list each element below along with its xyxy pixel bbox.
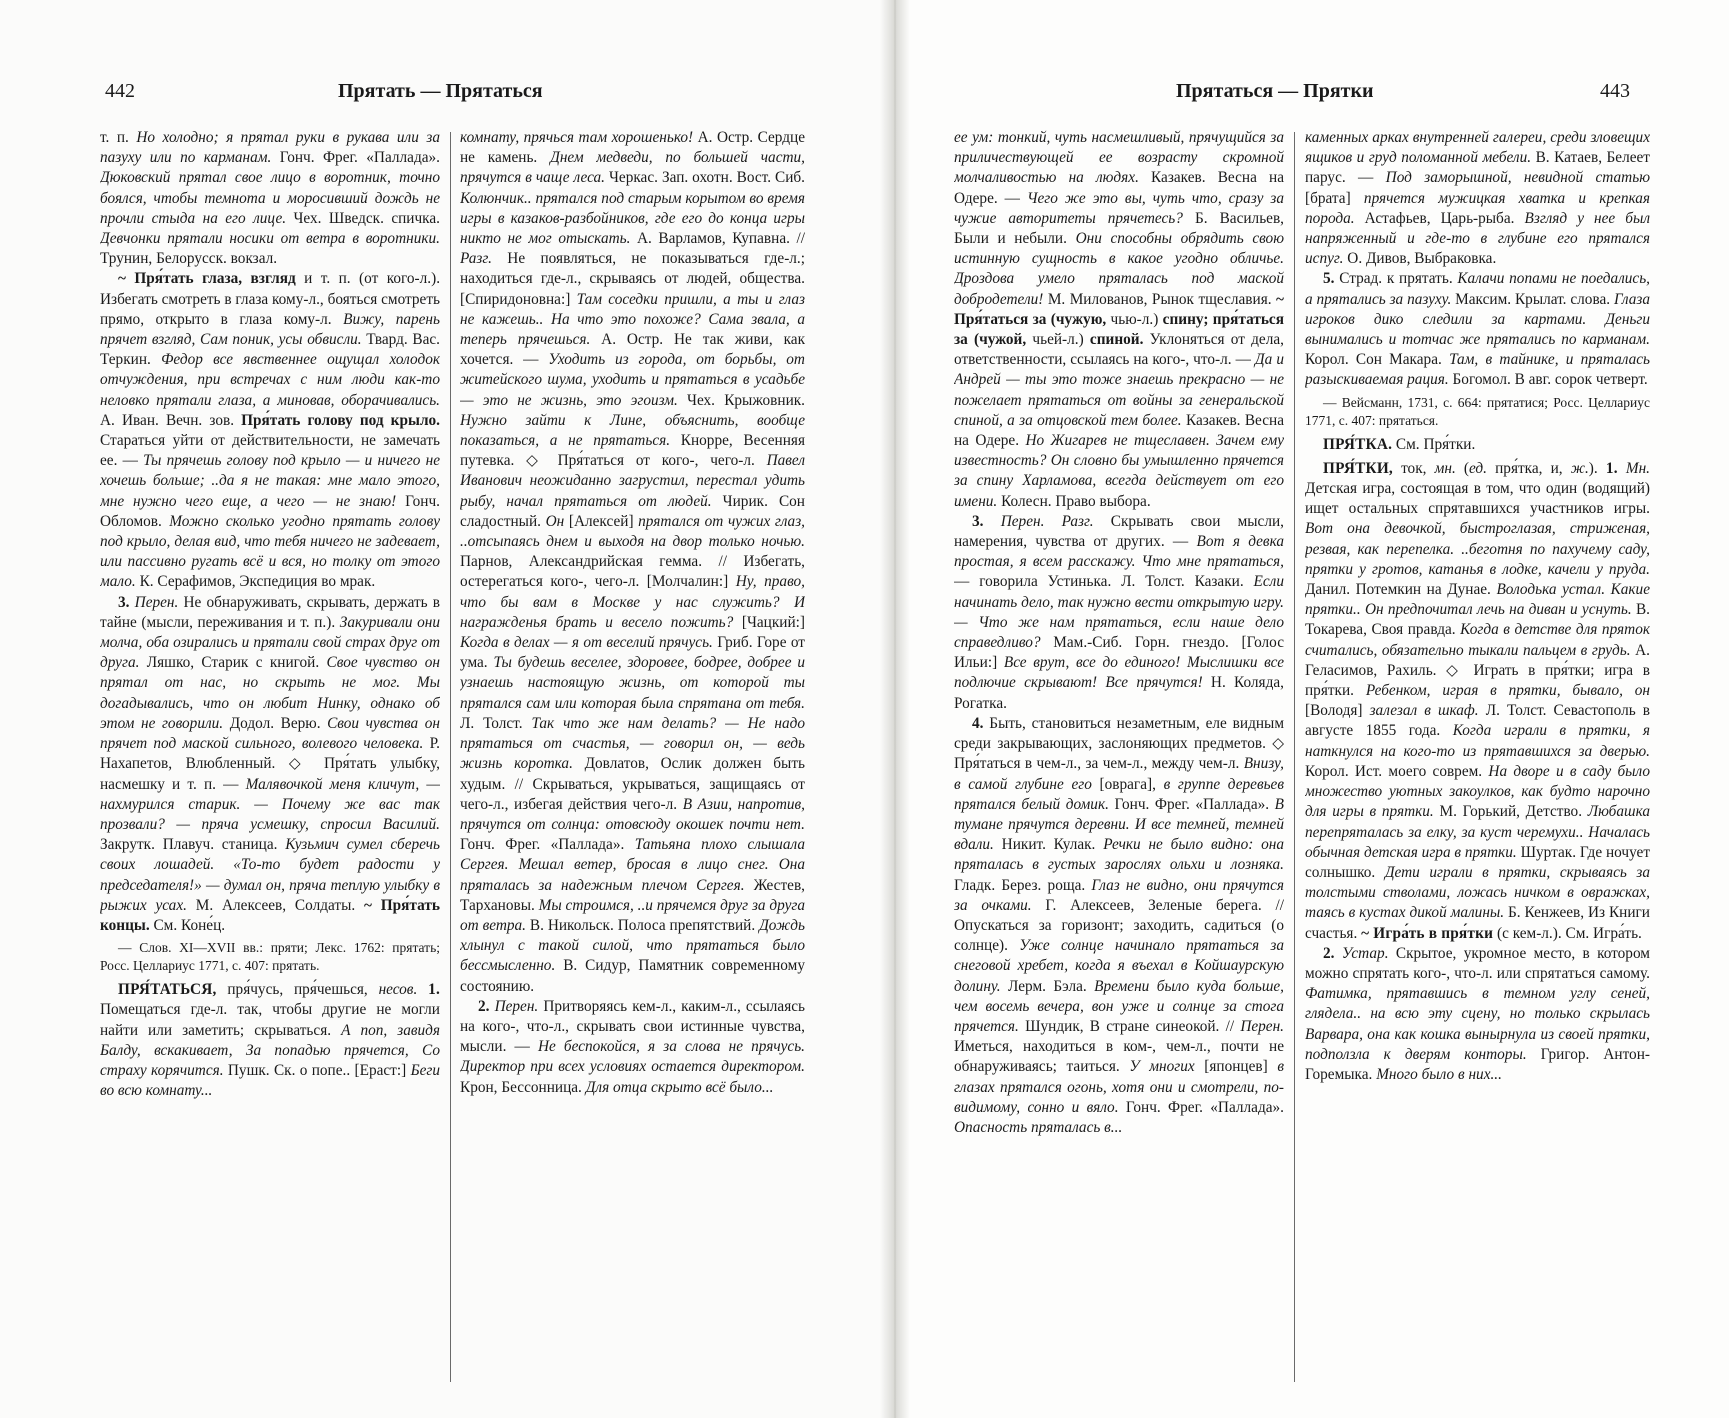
right-column-rule [1294,132,1295,1382]
left-page-column-1 [100,128,440,1408]
dictionary-paragraph: 4. Быть, становиться незаметным, еле видным среди закрывающих, заслоняющих предметов. ◇ Пря́таться в чем-л., за чем-л., между чем-л. Внизу, в самой глубине его [оврага], в группе деревьев прятался белый домик. Гонч. Фрег. «Паллада». В тумане прячутся деревни. И все темней, темней вдали. Никит. Кулак. Речки не было видно: она пряталась в густых зарослях ольхи и лозняка. Гладк. Берез. роща. Глаз не видно, они прячутся за очками. Г. Алексеев, Зеленые берега. // Опускаться за горизонт; заходить, садиться (о солнце). Уже солнце начинало прятаться за снеговой хребет, когда я въехал в Койшаурскую долину. Лерм. Бэла. Времени было куда больше, чем восемь вечера, вон уже и солнце за стога прячется. Шундик, В стране синеокой. // Перен. Иметься, находиться в ком-, чем-л., почти не обнаруживаясь; таиться. У многих [японцев] в глазах прятался огонь, хотя они и смотрели, по-видимому, сонно и вяло. Гонч. Фрег. «Паллада». Опасность пряталась в... [954,714,1284,1136]
dictionary-paragraph: 3. Перен. Не обнаруживать, скрывать, держать в тайне (мысли, переживания и т. п.). Закуривали они молча, оба озирались и прятали свой страх друг от друга. Ляшко, Старик с книгой. Свое чувство он прятал от нас, но скрыть не мог. Мы догадывались, что он любит Нинку, однако об этом не говорили. Додол. Верю. Свои чувства он прячет под маской сильного, волевого человека. Р. Нахапетов, Влюбленный. ◇ Пря́тать улыбку, насмешку и т. п. — Малявочкой меня кличут, — нахмурился старик. — Почему же вас так прозвали? — пряча усмешку, спросил Василий. Закрутк. Плавуч. станица. Кузьмич сумел сберечь своих лошадей. «То-то будет радости у председателя!» — думал он, пряча теплую улыбку в рыжих усах. М. Алексеев, Солдаты. ~ Пря́тать концы. См. Коне́ц. [100,593,440,934]
dictionary-paragraph: 2. Перен. Притворяясь кем-л., каким-л., ссылаясь на кого-, что-л., скрывать свои истинные чувства, мысли. — Не беспокойся, я за слова не прячусь. Директор при всех условиях остается директором. Крон, Бессонница. Для отца скрыто всё было... [460,997,805,1096]
dictionary-paragraph: — Слов. XI—XVII вв.: пряти; Лекс. 1762: прятать; Росс. Целлариус 1771, с. 407: прятать. [100,940,440,974]
right-page [910,0,1729,1418]
left-page-running-head: Прятать — Прятаться [338,80,543,102]
right-page-column-2 [1305,128,1650,1408]
right-page-running-head: Прятаться — Прятки [1176,80,1374,102]
dictionary-paragraph: — Вейсманн, 1731, с. 664: прятатися; Росс. Целлариус 1771, с. 407: прятаться. [1305,394,1650,428]
dictionary-paragraph: каменных арках внутренней галереи, среди зловещих ящиков и груд поломанной мебели. В. Катаев, Белеет парус. — Под заморышной, невидной статью [брата] прячется мужицкая хватка и крепкая порода. Астафьев, Царь-рыба. Взгляд у нее был напряженный и где-то в глубине его пряталcя испуг. О. Дивов, Выбраковка. [1305,129,1650,268]
dictionary-paragraph: 3. Перен. Разг. Скрывать свои мысли, намерения, чувства от других. — Вот я девка простая, я всем расскажу. Что мне прятаться, — говорила Устинька. Л. Толст. Казаки. Если начинать дело, так нужно вести открытую игру. — Что же нам прятаться, если наше дело справедливо? Мам.-Сиб. Горн. гнездо. [Голос Ильи:] Все врут, все до единого! Мыслишки все подлючие скрывают! Все прячутся! Н. Коляда, Рогатка. [954,512,1284,712]
dictionary-paragraph: ПРЯ́ТАТЬСЯ, пря́чусь, пря́чешься, несов. 1. Помещаться где-л. так, чтобы другие не могли найти или заметить; скрываться. А поп, завидя Балду, вскакивает, За попадью прячется, Со страху корячится. Пушк. Ск. о попе.. [Ераст:] Беги во всю комнату... [100,981,440,1100]
dictionary-paragraph: ПРЯ́ТКА. См. Пря́тки. [1323,435,1476,453]
left-page-column-2 [460,128,805,1408]
dictionary-paragraph: 5. Страд. к прятать. Калачи попами не поедались, а прятались за пазуху. Максим. Крылат. слова. Глаза игроков дико следили за картами. Деньги вынимались и тотчас же прятались по карманам. Корол. Сон Макара. Там, в тайнике, и пряталась разыскиваемая рация. Богомол. В авг. сорок четверт. [1305,270,1650,389]
left-page-header [0,80,880,110]
dictionary-paragraph: т. п. Но холодно; я прятал руки в рукава или за пазуху или по карманам. Гонч. Фрег. «Паллада». Дюковский прятал свое лицо в воротник, точно боялся, чтобы темнота и моросивший дождь не прочли стыда на его лице. Чех. Шведск. спичка. Девчонки прятали носики от ветра в воротники. Трунин, Белорусск. вокзал. [100,129,440,268]
right-page-header [910,80,1729,110]
dictionary-paragraph: комнату, прячься там хорошенько! А. Остр. Сердце не камень. Днем медведи, по большей части, прячутся в чаще леса. Черкас. Зап. охотн. Вост. Сиб. Колюнчик.. прятался под старым корытом во время игры в казаков-разбойников, где его до конца игры никто не мог отыскать. А. Варламов, Купавна. // Разг. Не появляться, не показываться где-л.; находиться где-л., скрываясь от людей, общества. [Спиридоновна:] Там соседки пришли, а ты и глаз не кажешь.. На что это похоже? Сама звала, а теперь прячешься. А. Остр. Не так живи, как хочется. — Уходить из города, от борьбы, от житейского шума, уходить и прятаться в усадьбе — это не жизнь, это эгоизм. Чех. Крыжовник. Нужно зайти к Лине, объяснить, вообще показаться, а не прятаться. Кнорре, Весенняя путевка. ◇ Пря́таться от кого-, чего-л. Павел Иванович неожиданно загрустил, перестал удить рыбу, начал прятаться от людей. Чирик. Сон сладостный. Он [Алексей] прятался от чужих глаз, ..отсыпаясь днем и выходя на двор только ночью. Парнов, Александрийская гемма. // Избегать, остерегаться кого-, чего-л. [Молчалин:] Ну, право, что бы вам в Москве у нас служить? И награжденья брать и весело пожить? [Чацкий:] Когда в делах — я от веселий прячусь. Гриб. Горе от ума. Ты будешь веселее, здоровее, бодрее, добрее и узнаешь настоящую жизнь, от которой ты прятался сам или которая была спрятана от тебя. Л. Толст. Так что же нам делать? — Не надо прятаться от счастья, — говорил он, — ведь жизнь коротка. Довлатов, Ослик должен быть худым. // Скрываться, укрываться, защищаясь от чего-л., избегая действия чего-л. В Азии, напротив, прячутся от солнца: отовсюду окошек почти нет. Гонч. Фрег. «Паллада». Татьяна плохо слышала Сергея. Мешал ветер, бросая в лицо снег. Она пряталась за надежным плечом Сергея. Жестев, Тархановы. Мы строимся, ..и прячемся друг за друга от ветра. В. Никольск. Полоса препятствий. Дождь хлынул с такой силой, что прятаться было бессмысленно. В. Сидур, Памятник современному состоянию. [460,129,805,995]
left-page-number: 442 [105,80,135,102]
dictionary-paragraph: 2. Устар. Скрытое, укромное место, в котором можно спрятать кого-, что-л. или спрятаться самому. Фатимка, прятавшись в темном углу сеней, глядела.. на всю эту сцену, но только скрылась Варвара, она как кошка вынырнула из своей прятки, подползла к дверям конторы. Григор. Антон-Горемыка. Много было в них... [1305,944,1650,1083]
dictionary-paragraph: ее ум: тонкий, чуть насмешливый, прячущийся за приличествующей ее возрасту скромной молчаливостью на людях. Казакев. Весна на Одере. — Чего же это вы, чуть что, сразу за чужие авторитеты прячетесь? Б. Васильев, Были и небыли. Они способны обрядить свою истинную сущность в какое угодно обличье. Дроздова умело пряталась под маской добродетели! М. Милованов, Рынок тщеславия. ~ Пря́таться за (чужую, чью-л.) спину; пря́таться за (чужой, чьей-л.) спиной. Уклоняться от дела, ответственности, ссылаясь на кого-, что-л. — Да и Андрей — ты это тоже знаешь прекрасно — не пожелает прятаться от войны за генеральской спиной, а за отцовской тем более. Казакев. Весна на Одере. Но Жигарев не тщеславен. Зачем ему известность? Он словно бы умышленно прячется за спину Харламова, всегда действует от его имени. Колесн. Право выбора. [954,129,1284,510]
left-column-rule [450,132,451,1382]
dictionary-paragraph: ПРЯ́ТКИ, ток, мн. (ед. пря́тка, и, ж.). 1. Мн. Детская игра, состоящая в том, что один (водящий) ищет остальных спрятавшихся участников игры. Вот она девочкой, быстроглазая, стриженая, резвая, как перепелка. ..беготня по пахучему саду, прятки у гротов, катанья в лодке, качели у пруда. Данил. Потемкин на Дунае. Володька устал. Какие прятки.. Он предпочитал лечь на диван и уснуть. В. Токарева, Своя правда. Когда в детстве для пряток считались, обязательно тыкали пальцем в грудь. А. Геласимов, Рахиль. ◇ Играть в пря́тки; игра в пря́тки. Ребенком, играя в прятки, бывало, он [Володя] залезал в шкаф. Л. Толст. Севастополь в августе 1855 года. Когда играли в прятки, я наткнулся на кого-то из прятавшихся за дверью. Корол. Ист. моего соврем. На дворе и в саду было множество уютных закоулков, как будто нарочно для игры в прятки. М. Горький, Детство. Любашка перепряталась за елку, за куст черемухи.. Началась обычная детская игра в прятки. Шуртак. Где ночует солнышко. Дети играли в прятки, скрываясь за толстыми стволами, ложась ничком в овражках, таясь в кустах дикой малины. Б. Кенжеев, Из Книги счастья. ~ Игра́ть в пря́тки (с кем-л.). См. Игра́ть. [1305,459,1650,942]
book-gutter [880,0,910,1418]
dictionary-paragraph: ~ Пря́тать глаза, взгляд и т. п. (от кого-л.). Избегать смотреть в глаза кому-л., бояться смотреть прямо, открыто в глаза кому-л. Вижу, парень прячет взгляд, Сам поник, усы обвисли. Твард. Вас. Теркин. Федор все явственнее ощущал холодок отчуждения, при встречах с ним люди как-то неловко прятали глаза, а миновав, оборачивались. А. Иван. Вечн. зов. Пря́тать голову под крыло. Стараться уйти от действительности, не замечать ее. — Ты прячешь голову под крыло — и ничего не хочешь больше; ..да я не такая: мне мало этого, мне нужно чего еще, а чего — не знаю! Гонч. Обломов. Можно сколько угодно прятать голову под крыло, делая вид, что тебя ничего не задевает, или пассивно ругать всё и вся, но толку от этого мало. К. Серафимов, Экспедиция во мрак. [100,270,440,591]
right-page-number: 443 [1600,80,1630,102]
right-page-column-1 [954,128,1284,1408]
